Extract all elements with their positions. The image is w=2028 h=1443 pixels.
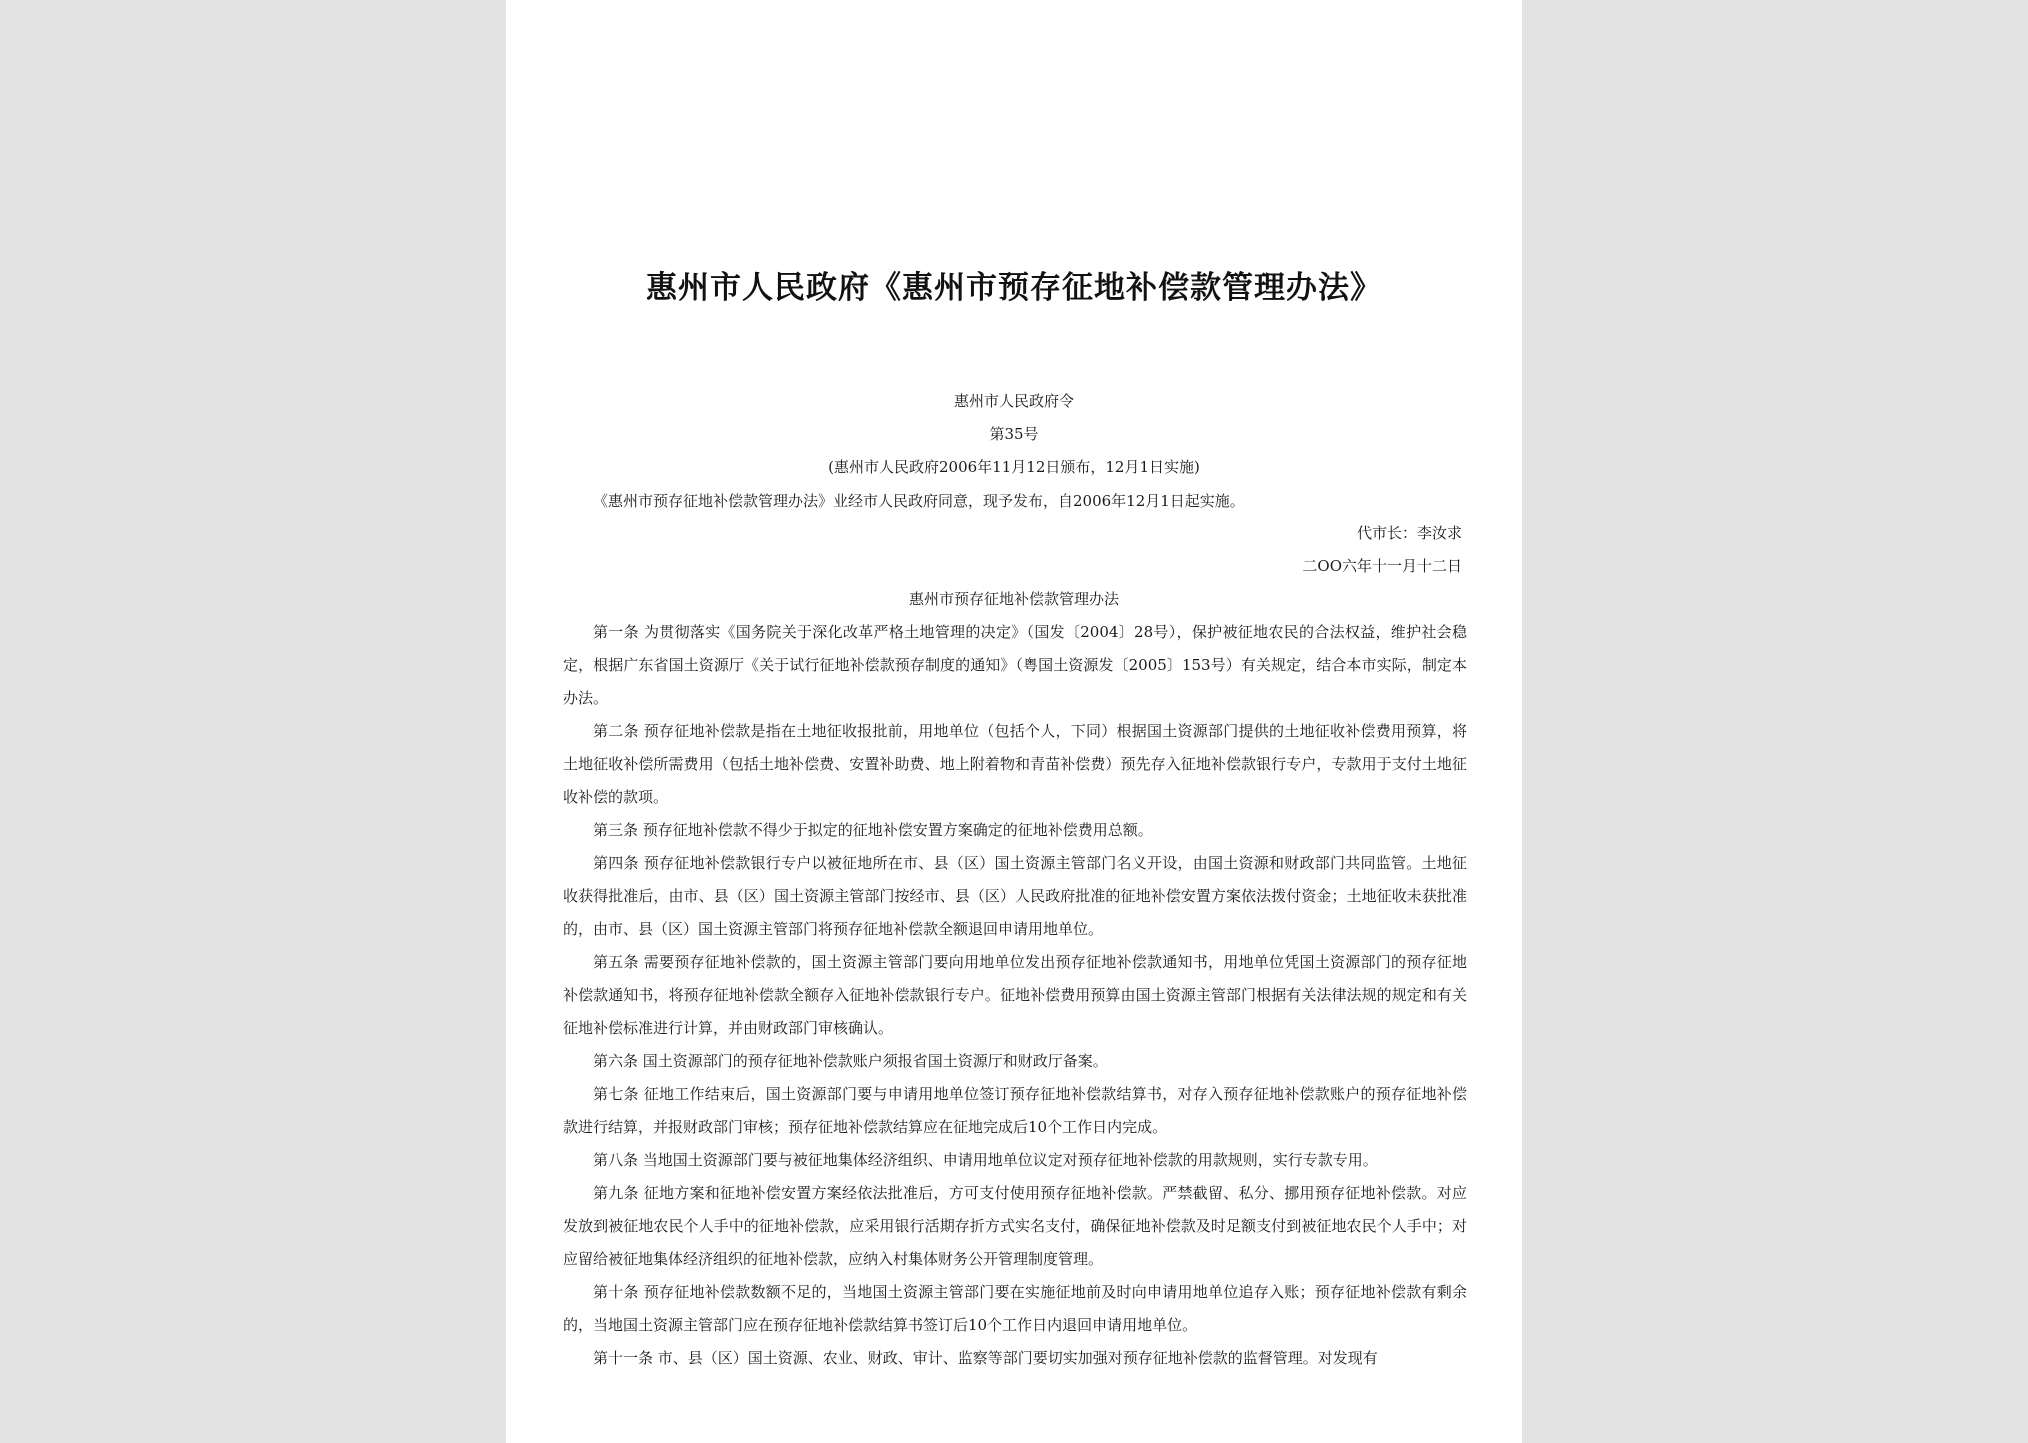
article-4: 第四条 预存征地补偿款银行专户以被征地所在市、县（区）国土资源主管部门名义开设，由国土资源和财政部门共同监管。土地征收获得批准后，由市、县（区）国土资源主管部门按经市、县（区）人民政府批准的征地补偿安置方案依法拨付资金；土地征收未获批准的，由市、县（区）国土资源主管部门将预存征地补偿款全额退回申请用地单位。 [563,854,1467,938]
article-6: 第六条 国土资源部门的预存征地补偿款账户须报省国土资源厅和财政厅备案。 [593,1052,1108,1070]
regulation-subtitle: 惠州市预存征地补偿款管理办法 [908,590,1119,608]
issue-note: (惠州市人民政府2006年11月12日颁布，12月1日实施) [828,458,1200,476]
article-7: 第七条 征地工作结束后，国土资源部门要与申请用地单位签订预存征地补偿款结算书，对存入预存征地补偿款账户的预存征地补偿款进行结算，并报财政部门审核；预存征地补偿款结算应在征地完成后10个工作日内完成。 [563,1085,1467,1136]
article-3: 第三条 预存征地补偿款不得少于拟定的征地补偿安置方案确定的征地补偿费用总额。 [593,821,1153,839]
order-number: 第35号 [989,425,1039,443]
order-name: 惠州市人民政府令 [953,392,1074,410]
document-page [506,0,1522,1443]
signing-date: 二OO六年十一月十二日 [1302,557,1462,575]
intro-paragraph: 《惠州市预存征地补偿款管理办法》业经市人民政府同意，现予发布，自2006年12月1日起实施。 [593,492,1245,510]
document-title: 惠州市人民政府《惠州市预存征地补偿款管理办法》 [646,270,1382,306]
article-10: 第十条 预存征地补偿款数额不足的，当地国土资源主管部门要在实施征地前及时向申请用地单位追存入账；预存征地补偿款有剩余的，当地国土资源主管部门应在预存征地补偿款结算书签订后10个工作日内退回申请用地单位。 [563,1283,1467,1334]
article-8: 第八条 当地国土资源部门要与被征地集体经济组织、申请用地单位议定对预存征地补偿款的用款规则，实行专款专用。 [593,1151,1378,1169]
article-5: 第五条 需要预存征地补偿款的，国土资源主管部门要向用地单位发出预存征地补偿款通知书，用地单位凭国土资源部门的预存征地补偿款通知书，将预存征地补偿款全额存入征地补偿款银行专户。征地补偿费用预算由国土资源主管部门根据有关法律法规的规定和有关征地补偿标准进行计算，并由财政部门审核确认。 [563,953,1467,1037]
article-9: 第九条 征地方案和征地补偿安置方案经依法批准后，方可支付使用预存征地补偿款。严禁截留、私分、挪用预存征地补偿款。对应发放到被征地农民个人手中的征地补偿款，应采用银行活期存折方式实名支付，确保征地补偿款及时足额支付到被征地农民个人手中；对应留给被征地集体经济组织的征地补偿款，应纳入村集体财务公开管理制度管理。 [563,1184,1467,1268]
article-11: 第十一条 市、县（区）国土资源、农业、财政、审计、监察等部门要切实加强对预存征地补偿款的监督管理。对发现有 [593,1349,1378,1367]
article-2: 第二条 预存征地补偿款是指在土地征收报批前，用地单位（包括个人，下同）根据国土资源部门提供的土地征收补偿费用预算，将土地征收补偿所需费用（包括土地补偿费、安置补助费、地上附着物和青苗补偿费）预先存入征地补偿款银行专户，专款用于支付土地征收补偿的款项。 [563,722,1467,806]
article-1: 第一条 为贯彻落实《国务院关于深化改革严格土地管理的决定》（国发〔2004〕28号），保护被征地农民的合法权益，维护社会稳定，根据广东省国土资源厅《关于试行征地补偿款预存制度的通知》（粤国土资源发〔2005〕153号）有关规定，结合本市实际，制定本办法。 [563,623,1467,707]
articles-body [563,616,1467,1375]
signer: 代市长：李汝求 [1356,524,1462,542]
